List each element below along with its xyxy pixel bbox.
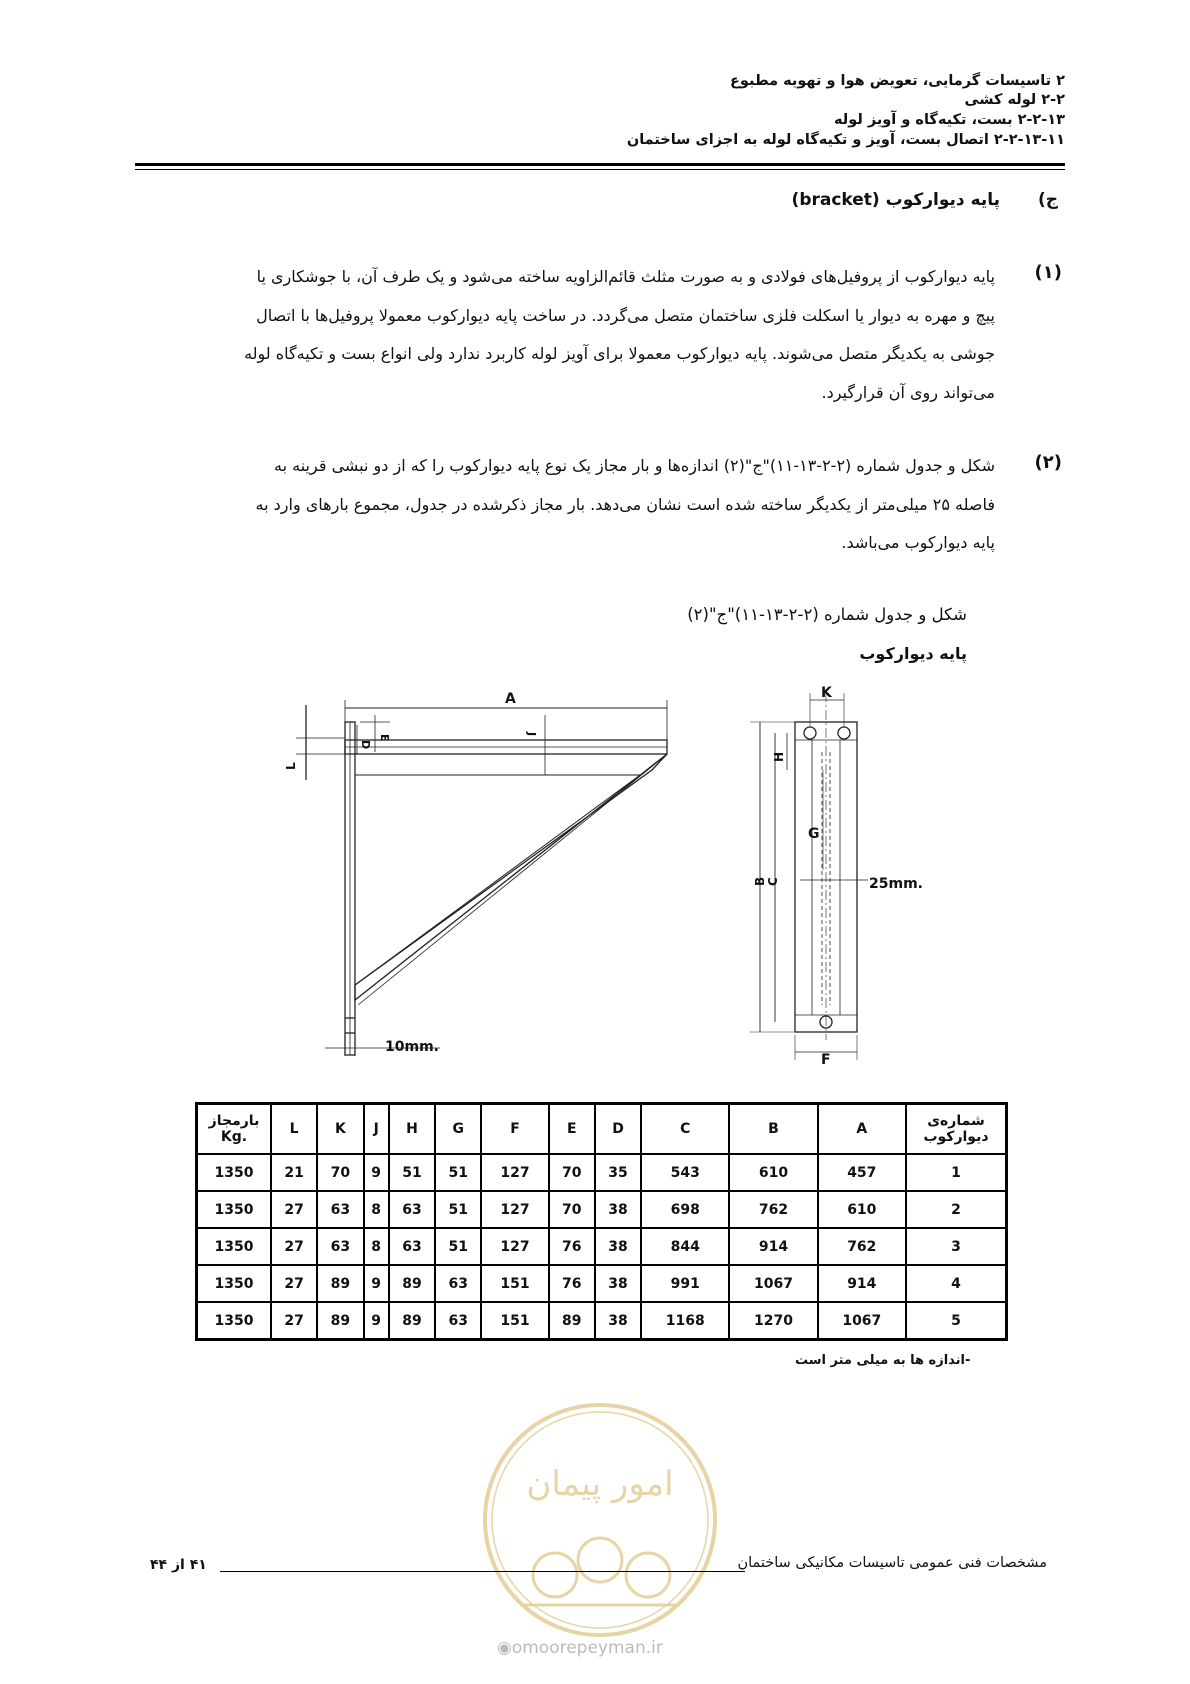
section-letter: ج): [1037, 190, 1058, 210]
table-cell: 51: [435, 1228, 481, 1265]
dim-label-10mm: 10mm.: [385, 1039, 439, 1055]
table-cell: 914: [729, 1228, 817, 1265]
table-cell: 1350: [197, 1154, 272, 1191]
figure-title: پایه دیوارکوب: [859, 644, 967, 663]
table-cell: 914: [818, 1265, 906, 1302]
table-cell: 76: [549, 1265, 595, 1302]
header-line-2: ۲-۲ لوله کشی: [964, 92, 1065, 108]
paragraph-line: شکل و جدول شماره (۲-۲-۱۳-۱۱)"ج"(۲) اندازه‌ها و بار مجاز یک نوع پایه دیوارکوب را که از دو نبشی قرینه به: [274, 456, 995, 475]
dim-label-25mm: 25mm.: [869, 876, 923, 892]
table-cell: 63: [389, 1228, 435, 1265]
table-row: [197, 1302, 1007, 1340]
dim-label-F: F: [821, 1052, 831, 1068]
paragraph-number: (۱): [1034, 262, 1062, 283]
dim-label-H: H: [772, 751, 786, 762]
watermark-logo: [480, 1400, 720, 1640]
table-cell: 1067: [818, 1302, 906, 1340]
table-cell: 762: [729, 1191, 817, 1228]
table-header-cell: L: [271, 1104, 317, 1155]
table-header-cell: B: [729, 1104, 817, 1155]
table-cell: 38: [595, 1191, 641, 1228]
table-cell: 35: [595, 1154, 641, 1191]
table-header-cell: D: [595, 1104, 641, 1155]
table-cell: 151: [481, 1302, 548, 1340]
table-cell: 70: [317, 1154, 363, 1191]
table-cell: 27: [271, 1228, 317, 1265]
header-line-1: ۲ تاسیسات گرمایی، تعویض هوا و تهویه مطبوع: [730, 73, 1065, 89]
table-cell: 89: [389, 1265, 435, 1302]
table-cell: 9: [364, 1154, 389, 1191]
table-cell: 991: [641, 1265, 729, 1302]
table-header-cell: G: [435, 1104, 481, 1155]
dim-label-K: K: [821, 685, 832, 701]
table-cell: 70: [549, 1154, 595, 1191]
table-cell: 63: [435, 1302, 481, 1340]
table-header-cell: H: [389, 1104, 435, 1155]
table-header-cell: شماره‌ی دیوارکوب: [906, 1104, 1007, 1155]
dim-label-B: B: [753, 876, 767, 886]
table-cell: 51: [435, 1154, 481, 1191]
table-cell: 1: [906, 1154, 1007, 1191]
globe-icon: ◉: [497, 1638, 512, 1658]
bracket-diagonal: [355, 754, 667, 1000]
table-header-row: [197, 1104, 1007, 1155]
dim-label-J: J: [525, 732, 538, 737]
table-cell: 610: [729, 1154, 817, 1191]
table-row: [197, 1265, 1007, 1302]
table-cell: 3: [906, 1228, 1007, 1265]
table-header-cell: A: [818, 1104, 906, 1155]
table-cell: 1168: [641, 1302, 729, 1340]
table-cell: 51: [435, 1191, 481, 1228]
table-cell: 51: [389, 1154, 435, 1191]
table-cell: 610: [818, 1191, 906, 1228]
dim-label-G: G: [808, 826, 820, 842]
table-header-cell: F: [481, 1104, 548, 1155]
table-cell: 1350: [197, 1265, 272, 1302]
header-line-4: ۲-۲-۱۳-۱۱ اتصال بست، آویز و تکیه‌گاه لوله به اجزای ساختمان: [626, 132, 1065, 148]
table-cell: 762: [818, 1228, 906, 1265]
table-cell: 89: [317, 1302, 363, 1340]
paragraph-line: پایه دیوارکوب می‌باشد.: [841, 533, 995, 552]
table-cell: 9: [364, 1302, 389, 1340]
table-cell: 38: [595, 1265, 641, 1302]
table-cell: 127: [481, 1191, 548, 1228]
table-cell: 70: [549, 1191, 595, 1228]
table-cell: 1350: [197, 1191, 272, 1228]
table-row: [197, 1191, 1007, 1228]
table-cell: 63: [435, 1265, 481, 1302]
dim-label-C: C: [766, 877, 780, 886]
table-cell: 127: [481, 1154, 548, 1191]
table-header-cell: بارمجاز Kg.: [197, 1104, 272, 1155]
table-cell: 1270: [729, 1302, 817, 1340]
dim-label-E: E: [378, 734, 391, 742]
table-note: -اندازه ها به میلی متر است: [795, 1353, 971, 1368]
table-cell: 9: [364, 1265, 389, 1302]
table-cell: 38: [595, 1228, 641, 1265]
table-cell: 63: [317, 1191, 363, 1228]
table-header-cell: E: [549, 1104, 595, 1155]
footer-rule: [220, 1571, 745, 1572]
table-cell: 89: [549, 1302, 595, 1340]
table-cell: 1350: [197, 1228, 272, 1265]
dim-label-A: A: [505, 691, 516, 707]
dim-label-L: L: [284, 762, 298, 770]
paragraph-line: جوشی به یکدیگر متصل می‌شوند. پایه دیوارکوب معمولا برای آویز لوله کاربرد ندارد ولی انواع بست و تکیه‌گاه لوله: [244, 344, 995, 363]
table-cell: 2: [906, 1191, 1007, 1228]
table-header-cell: J: [364, 1104, 389, 1155]
table-row: [197, 1154, 1007, 1191]
table-cell: 38: [595, 1302, 641, 1340]
table-cell: 543: [641, 1154, 729, 1191]
paragraph-line: پیچ و مهره به دیوار یا اسکلت فلزی ساختمان متصل می‌گردد. در ساخت پایه دیوارکوب معمولا پروفیل‌ها با اتصال: [256, 305, 995, 325]
table-cell: 21: [271, 1154, 317, 1191]
table-cell: 151: [481, 1265, 548, 1302]
table-cell: 89: [317, 1265, 363, 1302]
page-number: ۴۱ از ۴۴: [150, 1557, 207, 1573]
paragraph-line: می‌تواند روی آن قرارگیرد.: [821, 382, 995, 402]
dim-label-D: D: [359, 740, 372, 750]
table-cell: 127: [481, 1228, 548, 1265]
paragraph-line: پایه دیوارکوب از پروفیل‌های فولادی و به صورت مثلث قائم‌الزاویه ساخته می‌شود و یک طرف آن، با جوشکاری یا: [256, 267, 995, 286]
table-cell: 27: [271, 1191, 317, 1228]
table-cell: 63: [317, 1228, 363, 1265]
watermark-site: [497, 1638, 663, 1658]
table-cell: 5: [906, 1302, 1007, 1340]
figure-caption: شکل و جدول شماره (۲-۲-۱۳-۱۱)"ج"(۲): [687, 605, 967, 624]
paragraph-number: (۲): [1034, 452, 1062, 473]
table-cell: 89: [389, 1302, 435, 1340]
table-cell: 1350: [197, 1302, 272, 1340]
paragraph-line: فاصله ۲۵ میلی‌متر از یکدیگر ساخته شده است نشان می‌دهد. بار مجاز ذکرشده در جدول، مجموع بارهای وارد به: [255, 494, 995, 514]
header-line-3: ۲-۲-۱۳ بست، تکیه‌گاه و آویز لوله: [834, 112, 1065, 128]
table-cell: 63: [389, 1191, 435, 1228]
table-header-cell: K: [317, 1104, 363, 1155]
table-cell: 1067: [729, 1265, 817, 1302]
section-title: پایه دیوارکوب (bracket): [791, 190, 1000, 210]
table-header-cell: C: [641, 1104, 729, 1155]
table-cell: 27: [271, 1265, 317, 1302]
table-cell: 8: [364, 1191, 389, 1228]
table-cell: 8: [364, 1228, 389, 1265]
footer-title: مشخصات فنی عمومی تاسیسات مکانیکی ساختمان: [737, 1555, 1047, 1571]
watermark-site-text: omoorepeyman.ir: [511, 1638, 663, 1658]
table-cell: 4: [906, 1265, 1007, 1302]
table-cell: 698: [641, 1191, 729, 1228]
watermark-logo-text: امور پیمان: [526, 1464, 674, 1504]
table-cell: 27: [271, 1302, 317, 1340]
table-cell: 844: [641, 1228, 729, 1265]
table-row: [197, 1228, 1007, 1265]
table-cell: 457: [818, 1154, 906, 1191]
spec-table: [195, 1102, 1008, 1341]
table-cell: 76: [549, 1228, 595, 1265]
